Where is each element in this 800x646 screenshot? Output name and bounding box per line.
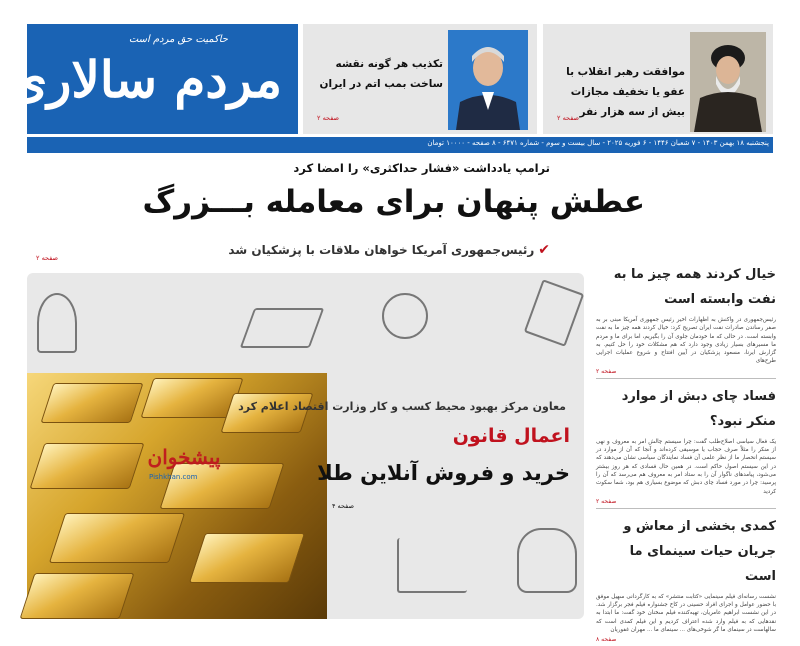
teaser-leader-pardon[interactable]: [543, 24, 773, 134]
side-story-title: کمدی بخشی از معاش و جریان حیات سینمای ما است: [623, 518, 776, 584]
check-icon: ✔: [538, 242, 550, 258]
divider: [596, 378, 776, 379]
gold-bar: [160, 463, 285, 509]
calculator-sketch-icon: [524, 279, 584, 347]
gold-feature-box[interactable]: [27, 273, 584, 619]
gold-bar: [20, 573, 135, 619]
side-story-body: رئیس‌جمهوری در واکنش به اظهارات اخیر رئیس جمهوری آمریکا مبنی بر به صفر رساندن صادرات نفت ایران تصریح کرد: خیال کردند همه چیز ما به نفت وابسته است. در حالی که ما خودمان جلوی آن را بگیریم، اما برای ما و مردم ما مسیرهای بسیار زیادی وجود دارد که هم مشکلات خود را حل کنیم. به گزارش ایرنا، مسعود پزشکیان در آیین افتتاح و شروع عملیات اجرایی طرح‌های: [596, 317, 776, 365]
gold-bar: [221, 393, 314, 433]
page-ref: صفحه ۲: [596, 497, 617, 505]
lead-subhead-text: رئیس‌جمهوری آمریکا خواهان ملاقات با پزشکیان شد: [228, 243, 535, 257]
page-ref: صفحه ۲: [557, 114, 580, 122]
money-bag-sketch-icon: [517, 528, 577, 593]
feature-title[interactable]: خرید و فروش آنلاین طلا: [317, 461, 570, 485]
page-ref: صفحه ۸: [596, 636, 617, 644]
portrait-image: [448, 30, 528, 130]
bar-chart-sketch-icon: [397, 538, 467, 593]
page-ref: صفحه ۲: [596, 367, 617, 375]
portrait-image: [690, 32, 766, 132]
side-story[interactable]: [596, 262, 776, 375]
teaser-bomb-denial[interactable]: [303, 24, 537, 134]
pie-chart-sketch-icon: [382, 293, 428, 339]
newspaper-logo: مردم سالاری: [8, 50, 282, 109]
pishkhan-watermark: پیشخوان: [147, 445, 221, 469]
divider: [596, 508, 776, 509]
masthead-slogan: حاکمیت حق مردم است: [128, 34, 228, 45]
feature-page-ref: صفحه ۴: [331, 502, 354, 510]
gold-bar: [189, 533, 305, 583]
side-story[interactable]: [596, 384, 776, 505]
feature-kicker: معاون مرکز بهبود محیط کسب و کار وزارت اقتصاد اعلام کرد: [238, 400, 566, 413]
teaser-title: موافقت رهبر انقلاب با عفو یا تخفیف مجازات بیش از سه هزار نفر: [566, 66, 685, 118]
masthead: [8, 24, 298, 134]
gold-bar: [41, 383, 144, 423]
side-story-title: خیال کردند همه چیز ما به نفت وابسته است: [613, 267, 776, 307]
side-story[interactable]: [596, 514, 776, 643]
side-story-body: نشست رسانه‌ای فیلم سینمایی «کتابت منتشر» که به کارگردانی سهیل موفق با حضور عوامل و اجرای افراد حسینی در کاخ جشنواره فیلم فجر برگزار شد. در این نشست ابراهیم عامریان، تهیه‌کننده فیلم سخنان خود گفت: ما ابتدا به نقدهایی که به فیلم وارد شده اعتراف کردیم و این فیلم کمدی است که سالهاست در سینمای ما گر شوخی‌های ... سینمای ما ... مهران غفوریان: [596, 593, 776, 634]
lead-subhead: [228, 242, 550, 258]
feature-red-title: اعمال قانون: [452, 425, 570, 447]
coin-stack-sketch-icon: [37, 293, 77, 353]
gold-bar-sketch-icon: [240, 308, 325, 348]
side-story-title: فساد چای دبش از موارد منکر نبود؟: [621, 388, 776, 429]
side-story-body: یک فعال سیاسی اصلاح‌طلب گفت: چرا سیستم چالش امر به معروف و نهی از منکر را مثلاً صرف حجاب یا موسیقی کرده‌اند و آنجا که آن از موارد در سیستم انحصار ما از نظر علمی آن فساد نمایندگان سیاسی نشان می‌دهند که در این سیستم اصول حاکم است. در همین حال فسادی که هر روز بیشتر می‌شود، پیامدهای ناگوار آن را به ستاد امر به معروف هم می‌رسد که آن را پرسید: چرا در مورد فساد چای دبش که موضوع بسیاری هم بود، شما سکوت کردید: [596, 438, 776, 495]
gold-bar: [30, 443, 145, 489]
gold-bar: [49, 513, 185, 563]
issue-info: پنجشنبه ۱۸ بهمن ۱۴۰۳ - ۷ شعبان ۱۴۴۶ - ۶ فوریه ۲۰۲۵ - سال بیست و سوم - شماره ۶۴۷۱ - ۸ صفحه - ۱۰۰۰۰ تومان: [427, 139, 769, 147]
date-bar: [27, 137, 773, 153]
lead-page-ref: صفحه ۲: [36, 254, 59, 262]
page-ref: صفحه ۲: [317, 114, 340, 122]
pishkhan-watermark-url: Pishkhan.com: [149, 473, 198, 481]
teaser-title: تکذیب هر گونه نقشه ساخت بمب اتم در ایران: [319, 58, 443, 90]
side-column: [596, 262, 776, 646]
lead-headline[interactable]: عطش پنهان برای معامله بـــزرگ: [142, 184, 645, 220]
lead-kicker: ترامپ یادداشت «فشار حداکثری» را امضا کرد: [293, 161, 550, 175]
